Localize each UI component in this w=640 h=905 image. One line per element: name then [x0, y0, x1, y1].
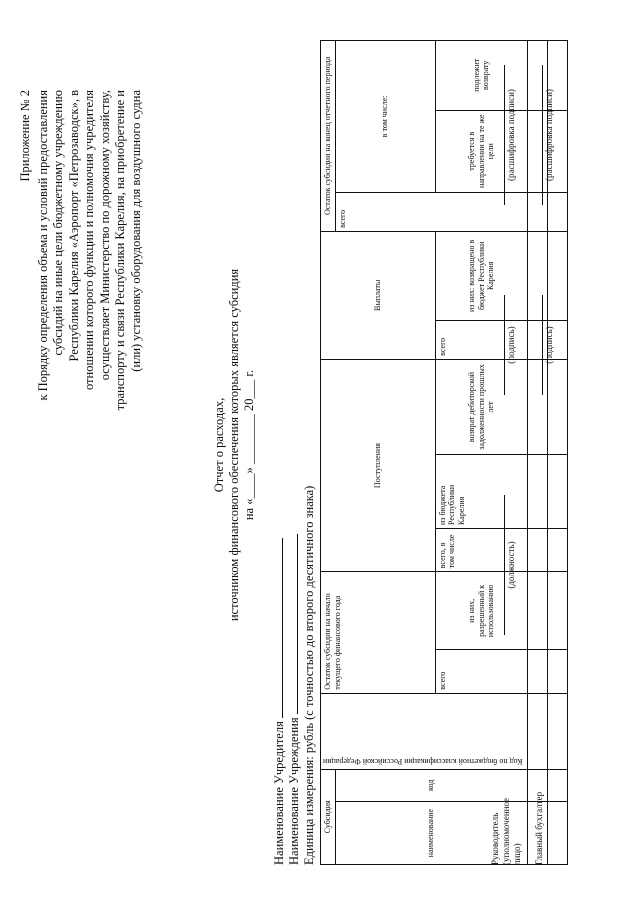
appendix-line: транспорту и связи Республики Карелия, на приобретение и — [113, 90, 127, 411]
payments-header: Выплаты — [321, 231, 436, 359]
budget-code-header-text: Код по бюджетной классификации Российской Федерации — [323, 756, 523, 766]
receipts-header: Поступления — [321, 359, 436, 571]
subsidy-header: Субсидия — [321, 769, 336, 864]
balance-start-header: Остаток субсидии на начало текущего финансового года — [321, 572, 436, 693]
report-title-line: источником финансового обеспечения которых является субсидия — [227, 268, 241, 622]
unit-label: Единица измерения: рубль (с точностью до второго десятичного знака) — [302, 485, 316, 865]
decoding-caption: (расшифровка подписи) — [544, 89, 554, 181]
end-total-header: всего — [335, 192, 527, 231]
payments-total-header: всего — [435, 320, 527, 359]
signature-block — [490, 35, 566, 865]
report-meta — [272, 486, 317, 865]
appendix-line: субсидий на иные цели бюджетному учреждению — [51, 90, 65, 356]
allowed-header: из них, разрешенный к использованию — [435, 572, 527, 650]
appendix-line: к Порядку определения объема и условий предоставления — [35, 90, 50, 401]
receipts-total-header: всего, в том числе — [435, 528, 527, 571]
report-date-line: на «____» ________ 20___ г. — [242, 369, 256, 521]
name-header: наименование — [335, 802, 527, 865]
appendix-header — [18, 90, 144, 650]
accountant-decoding-field[interactable] — [542, 65, 555, 205]
from-budget-header: из бюджета Республики Карелия — [435, 455, 527, 529]
appendix-title: Приложение № 2 — [18, 90, 32, 182]
appendix-line: (или) установку оборудования для воздушного судна — [128, 90, 143, 372]
including-header: в том числе: — [335, 41, 435, 193]
signature-field[interactable] — [504, 295, 517, 395]
code-header: код — [335, 769, 527, 802]
appendix-line: Республики Карелия «Аэропорт «Петрозаводск», в — [66, 90, 81, 362]
position-field[interactable] — [504, 495, 517, 635]
position-caption: (должность) — [506, 541, 516, 589]
institution-label: Наименование Учреждения — [287, 717, 301, 865]
balance-end-header: Остаток субсидии на конец отчетного периода — [321, 41, 336, 232]
accountant-label: Главный бухгалтер — [534, 791, 544, 865]
report-title — [212, 245, 257, 645]
report-title-line: Отчет о расходах, — [212, 397, 226, 493]
appendix-line: осуществляет Министерство по дорожному хозяйству, — [97, 90, 112, 381]
return-debt-header: возврат дебиторской задолженности прошлых лет — [435, 359, 527, 454]
required-header: требуется в направлении на те же цели — [435, 110, 527, 192]
founder-label: Наименование Учредителя — [272, 721, 286, 865]
decoding-caption: (расшифровка подписи) — [506, 89, 516, 181]
founder-blank — [272, 538, 283, 718]
returned-header: из них: возвращено в бюджет Республики Карелия — [435, 231, 527, 320]
accountant-signature-row — [528, 35, 566, 865]
signature-caption: (подпись) — [544, 326, 554, 364]
start-total-header: всего — [435, 650, 527, 693]
head-label: Руководитель (уполномоченное лицо) — [490, 797, 522, 865]
decoding-field[interactable] — [504, 65, 517, 205]
institution-blank — [287, 534, 298, 714]
head-signature-row — [490, 35, 528, 865]
appendix-line: отношении которого функции и полномочия учредителя — [82, 90, 96, 391]
accountant-signature-field[interactable] — [542, 295, 555, 395]
signature-caption: (подпись) — [506, 326, 516, 364]
to-return-header: подлежит возврату — [435, 41, 527, 111]
